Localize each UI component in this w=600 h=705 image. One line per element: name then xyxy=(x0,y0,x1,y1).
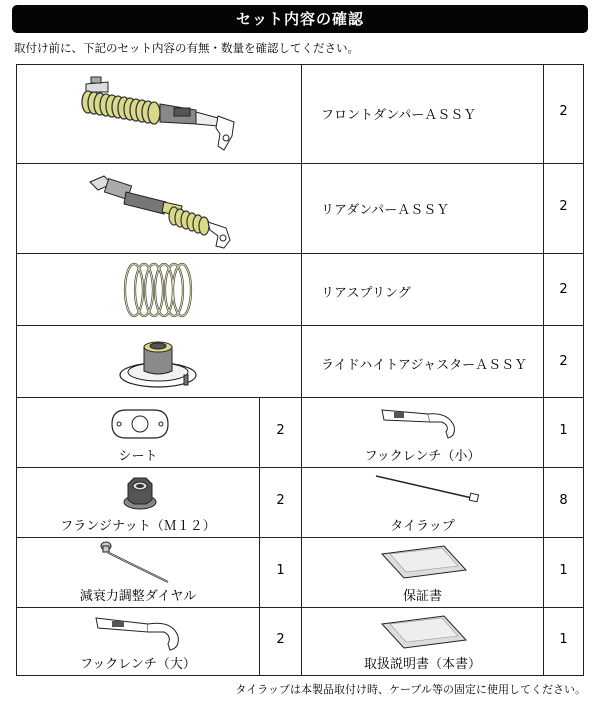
item-name: ライドハイトアジャスターＡＳＳＹ xyxy=(321,358,528,373)
section-title: セット内容の確認 xyxy=(12,5,588,33)
item-name: シート xyxy=(118,449,158,464)
item-name: タイラップ xyxy=(390,519,455,534)
item-qty: 2 xyxy=(276,493,285,508)
intro-text: 取付け前に、下記のセット内容の有無・数量を確認してください。 xyxy=(14,41,359,55)
rear-spring-illustration xyxy=(120,258,196,322)
seat-illustration xyxy=(108,404,172,444)
item-name: フロントダンパーＡＳＳＹ xyxy=(321,108,477,123)
front-damper-illustration xyxy=(78,72,238,156)
cable-tie-illustration xyxy=(372,472,482,504)
item-name: フックレンチ（大） xyxy=(80,657,196,672)
item-qty: 2 xyxy=(559,354,568,369)
flange-nut-illustration xyxy=(122,472,158,512)
item-qty: 1 xyxy=(559,632,568,647)
rear-damper-illustration xyxy=(86,168,236,250)
hook-wrench-small-illustration xyxy=(378,404,464,442)
damping-dial-illustration xyxy=(98,540,174,586)
item-qty: 1 xyxy=(559,563,568,578)
item-qty: 2 xyxy=(276,423,285,438)
parts-table xyxy=(16,64,584,676)
footnote: タイラップは本製品取付け時、ケーブル等の固定に使用してください。 xyxy=(235,683,586,696)
item-name: リアダンパーＡＳＳＹ xyxy=(321,203,450,218)
item-name: フックレンチ（小） xyxy=(364,449,481,464)
item-qty: 2 xyxy=(276,632,285,647)
item-name: 保証書 xyxy=(402,589,442,604)
warranty-document-illustration xyxy=(378,544,470,580)
item-qty: 1 xyxy=(276,563,285,578)
instruction-manual-illustration xyxy=(378,614,470,650)
item-name: 減衰力調整ダイヤル xyxy=(79,589,197,604)
item-name: 取扱説明書（本書） xyxy=(363,657,481,672)
item-qty: 2 xyxy=(559,104,568,119)
item-name: リアスプリング xyxy=(321,286,411,301)
ride-height-adjuster-illustration xyxy=(116,331,200,393)
item-qty: 1 xyxy=(559,423,568,438)
item-qty: 8 xyxy=(559,493,568,508)
item-qty: 2 xyxy=(559,199,568,214)
item-name: フランジナット（Ｍ１２） xyxy=(60,519,216,534)
item-qty: 2 xyxy=(559,282,568,297)
hook-wrench-large-illustration xyxy=(92,612,188,654)
